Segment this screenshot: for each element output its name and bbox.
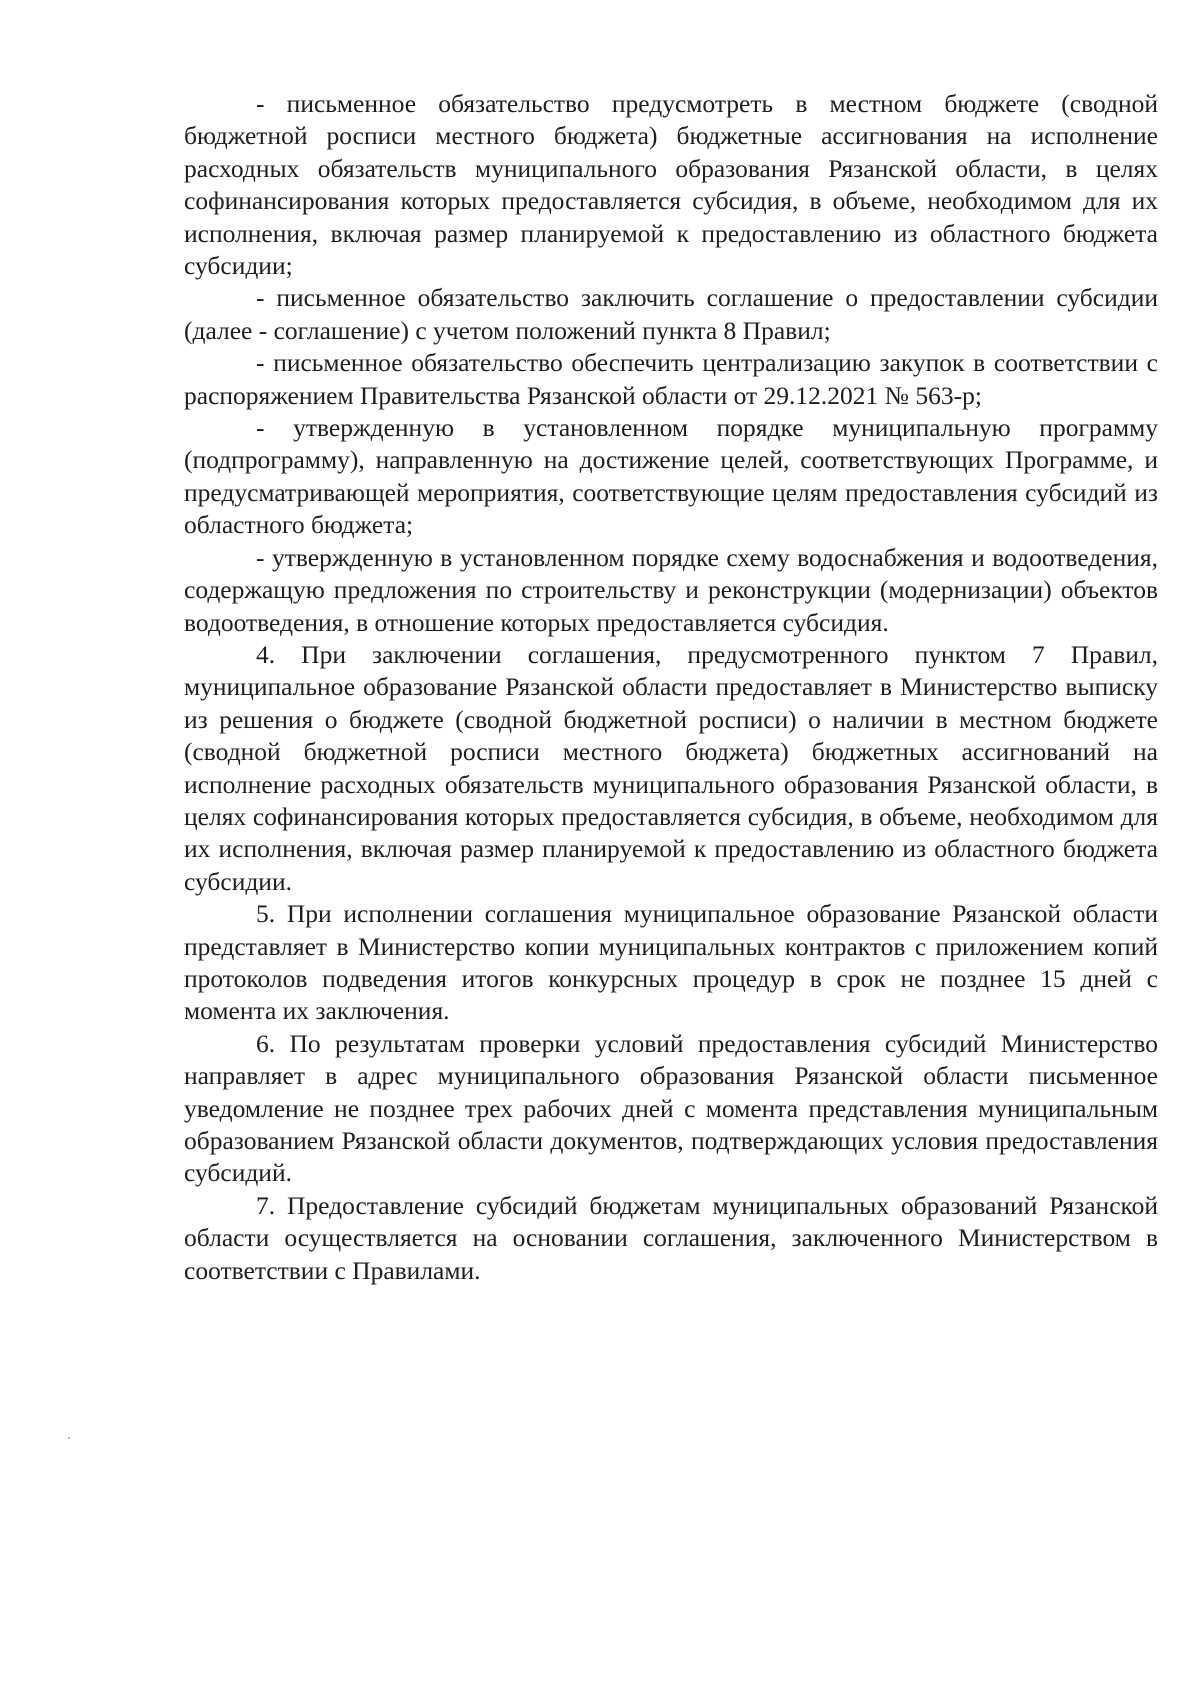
paragraph-item-6: 6. По результатам проверки условий предоставления субсидий Министерство направляет в адрес муниципального образования Рязанской области письменное уведомление не позднее трех рабочих дней с момента представления муниципальным образованием Рязанской области документов, подтверждающих условия предоставления субсидий.	[184, 1028, 1158, 1188]
document-body	[184, 88, 1158, 1287]
paragraph-obligation-budget: - письменное обязательство предусмотреть в местном бюджете (сводной бюджетной росписи местного бюджета) бюджетные ассигнования на исполнение расходных обязательств муниципального образования Рязанской области, в целях софинансирования которых предоставляется субсидия, в объеме, необходимом для их исполнения, включая размер планируемой к предоставлению из областного бюджета субсидии;	[184, 89, 1158, 281]
paragraph-item-5: 5. При исполнении соглашения муниципальное образование Рязанской области представляет в Министерство копии муниципальных контрактов с приложением копий протоколов подведения итогов конкурсных процедур в срок не позднее 15 дней с момента их заключения.	[184, 899, 1158, 1026]
paragraph-municipal-program: - утвержденную в установленном порядке муниципальную программу (подпрограмму), направленную на достижение целей, соответствующих Программе, и предусматривающей мероприятия, соответствующие целям предоставления субсидий из областного бюджета;	[184, 413, 1158, 540]
paragraph-item-4: 4. При заключении соглашения, предусмотренного пунктом 7 Правил, муниципальное образование Рязанской области предоставляет в Министерство выписку из решения о бюджете (сводной бюджетной росписи) о наличии в местном бюджете (сводной бюджетной росписи местного бюджета) бюджетных ассигнований на исполнение расходных обязательств муниципального образования Рязанской области, в целях софинансирования которых предоставляется субсидия, в объеме, необходимом для их исполнения, включая размер планируемой к предоставлению из областного бюджета субсидии.	[184, 639, 1158, 896]
paragraph-item-7: 7. Предоставление субсидий бюджетам муниципальных образований Рязанской области осуществляется на основании соглашения, заключенного Министерством в соответствии с Правилами.	[184, 1190, 1158, 1285]
scan-speck	[68, 1437, 70, 1439]
paragraph-obligation-procurement: - письменное обязательство обеспечить централизацию закупок в соответствии с распоряжением Правительства Рязанской области от 29.12.2021 № 563-р;	[184, 348, 1158, 410]
paragraph-water-supply-scheme: - утвержденную в установленном порядке схему водоснабжения и водоотведения, содержащую предложения по строительству и реконструкции (модернизации) объектов водоотведения, в отношение которых предоставляется субсидия.	[184, 542, 1158, 637]
paragraph-obligation-agreement: - письменное обязательство заключить соглашение о предоставлении субсидии (далее - соглашение) с учетом положений пункта 8 Правил;	[184, 283, 1158, 345]
